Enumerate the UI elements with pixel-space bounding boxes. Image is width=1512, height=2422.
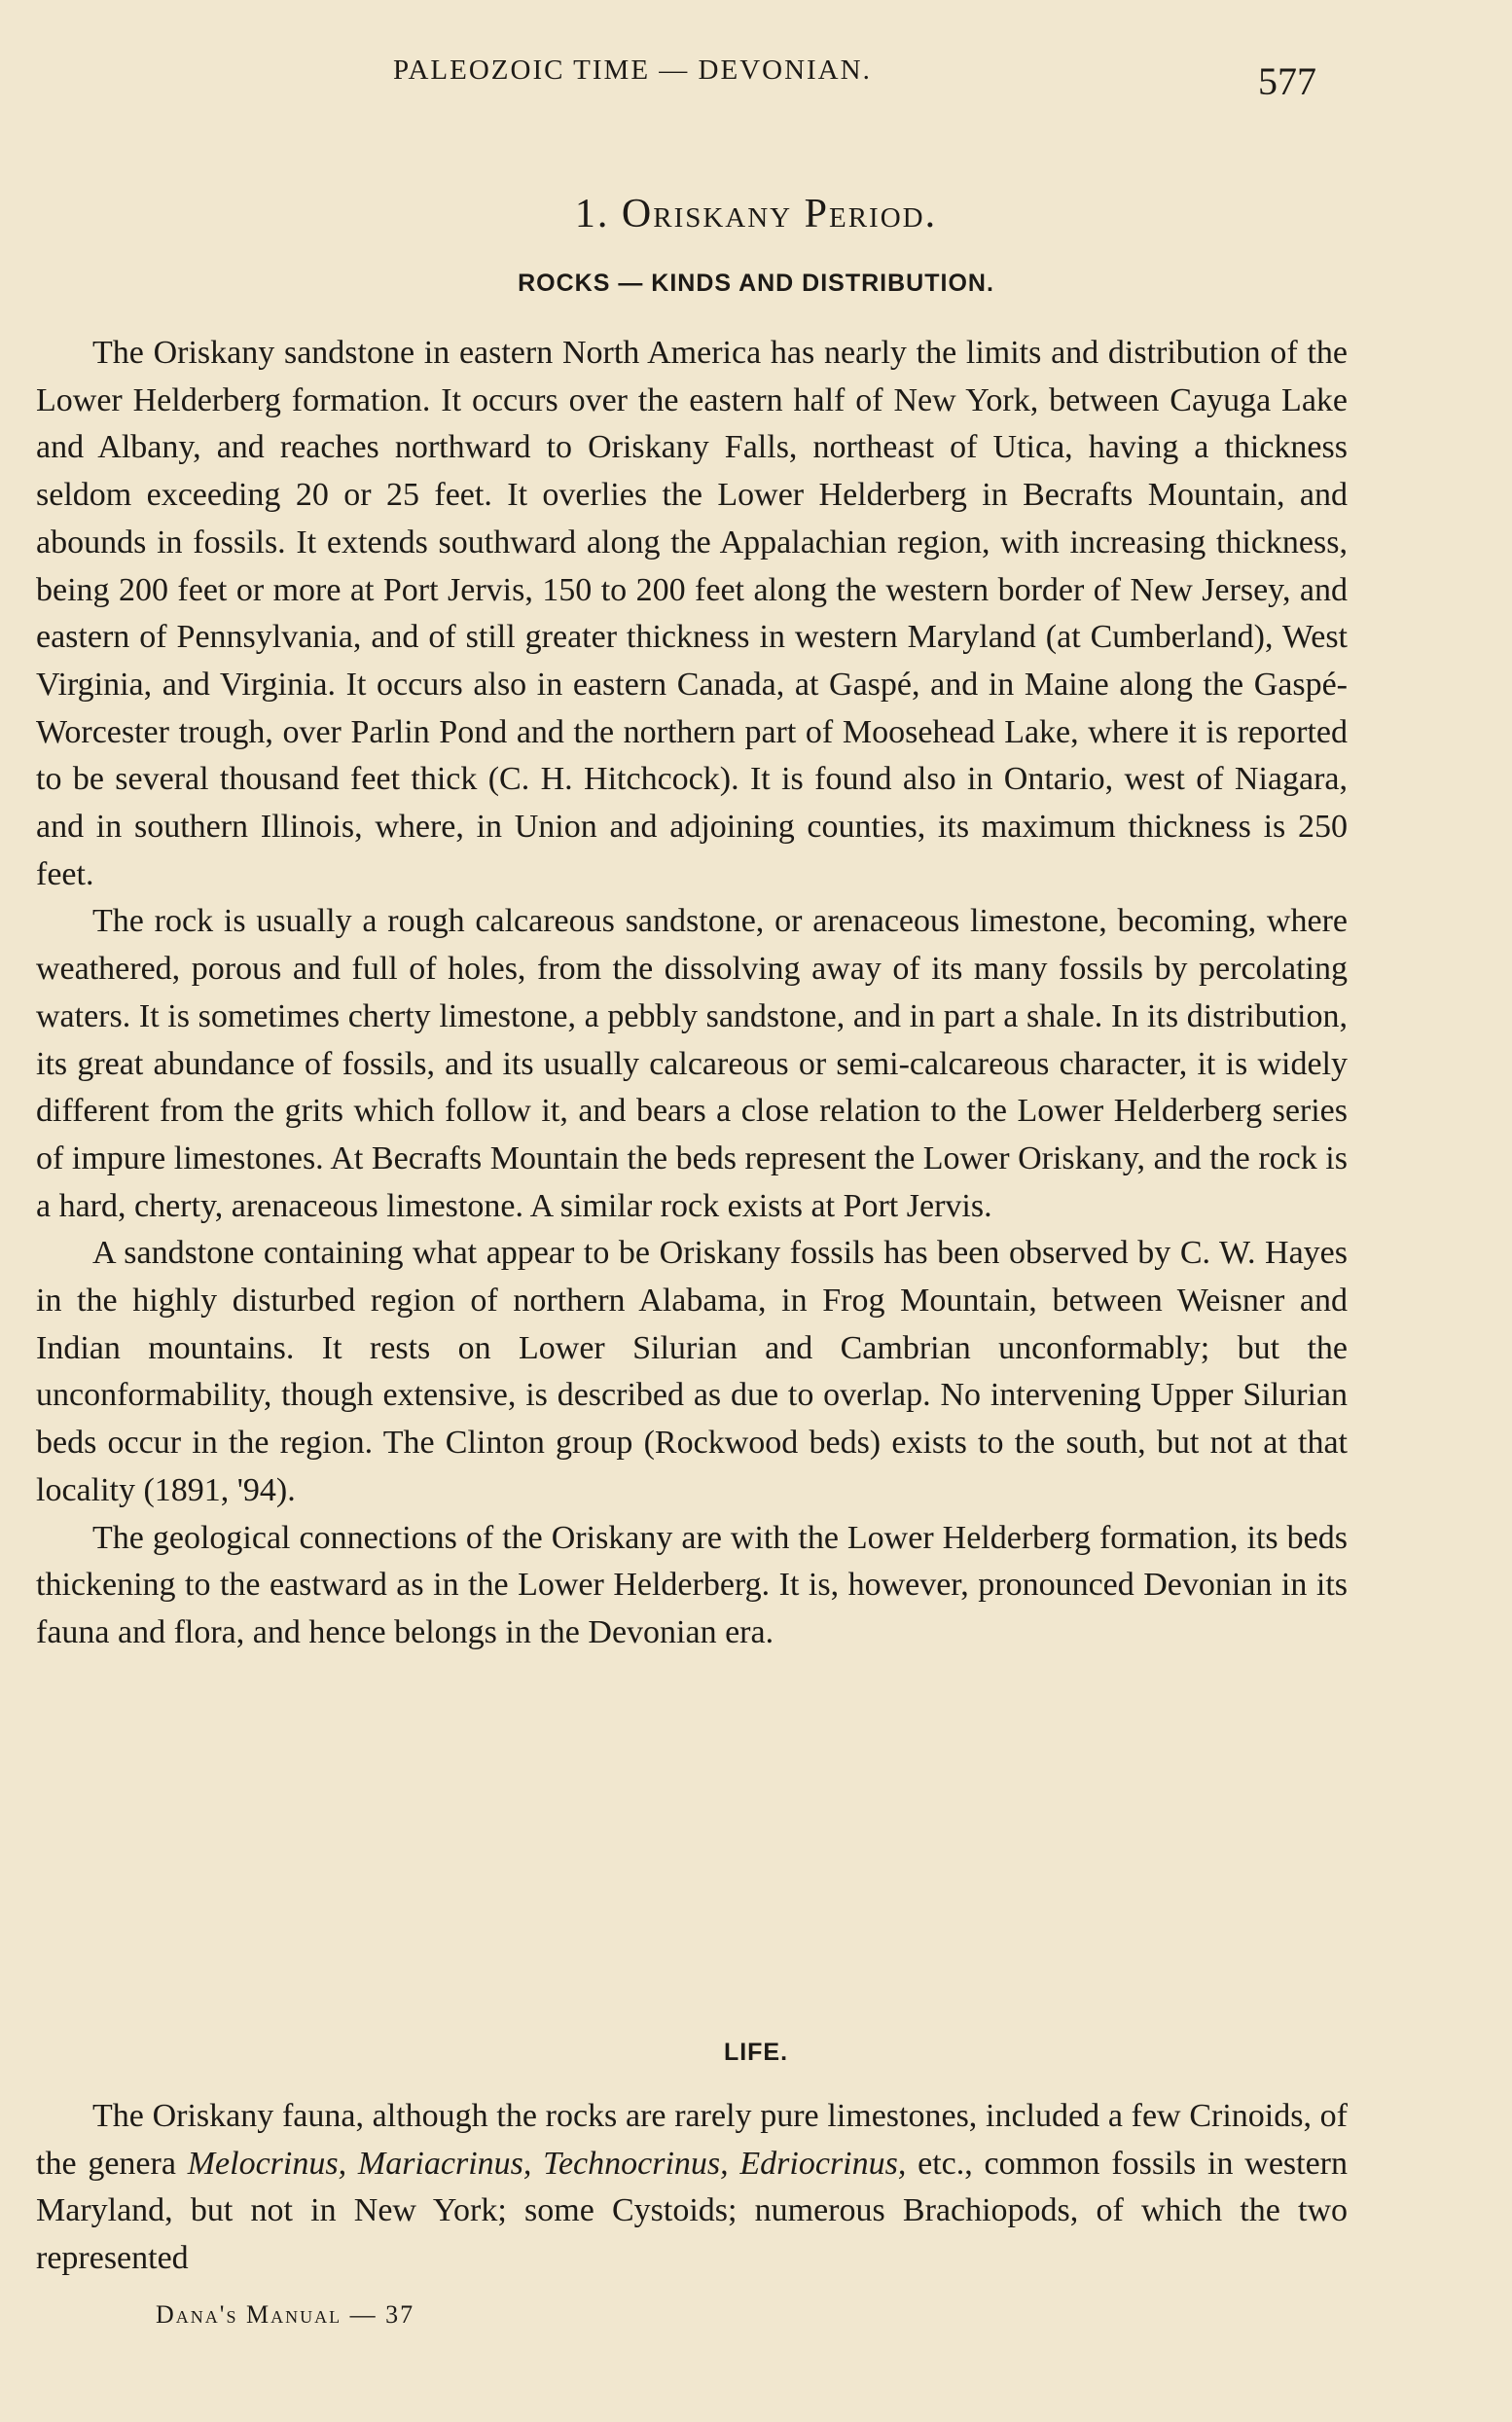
paragraph-connections: The geological connections of the Oriskany are with the Lower Helderberg formation, its beds thickening to the eastward as in the Lower Helderberg. It is, however, pronounced Devonian in its fauna and flora, and hence belongs in the Devonian era.: [36, 1519, 1348, 1650]
paragraph-distribution: The Oriskany sandstone in eastern North America has nearly the limits and distribution of the Lower Helderberg formation. It occurs over the eastern half of New York, between Cayuga Lake and Albany, and reaches northward to Oriskany Falls, northeast of Utica, having a thickness seldom exceeding 20 or 25 feet. It overlies the Lower Helderberg in Becrafts Mountain, and abounds in fossils. It extends southward along the Appalachian region, with increasing thickness, being 200 feet or more at Port Jervis, 150 to 200 feet along the western border of New Jersey, and eastern of Pennsylvania, and of still greater thickness in western Maryland (at Cumberland), West Virginia, and Virginia. It occurs also in eastern Canada, at Gaspé, and in Maine along the Gaspé-Worcester trough, over Parlin Pond and the northern part of Moosehead Lake, where it is reported to be several thousand feet thick (C. H. Hitchcock). It is found also in Ontario, west of Niagara, and in southern Illinois, where, in Union and adjoining counties, its maximum thickness is 250 feet.: [36, 335, 1348, 892]
life-section: [36, 2093, 1348, 2283]
paragraph-life: [36, 2093, 1348, 2283]
paragraph-alabama: A sandstone containing what appear to be Oriskany fossils has been observed by C. W. Hayes in the highly disturbed region of northern Alabama, in Frog Mountain, between Weisner and Indian mountains. It rests on Lower Silurian and Cambrian unconformably; but the unconformability, though extensive, is described as due to overlap. No intervening Upper Silurian beds occur in the region. The Clinton group (Rockwood beds) exists to the south, but not at that locality (1891, '94).: [36, 1235, 1348, 1508]
section-title: 1. Oriskany Period.: [574, 192, 938, 236]
signature-footer: Dana's Manual — 37: [156, 2300, 415, 2329]
page-number: 577: [1258, 59, 1316, 103]
crinoid-genera: Melocrinus, Mariacrinus, Technocrinus, Edriocrinus,: [187, 2145, 907, 2182]
rocks-section: [36, 330, 1348, 1657]
life-text-part1: The Oriskany fauna, although the rocks are rarely pure limestones, included a few Crinoids, of the genera: [36, 2098, 1348, 2182]
paragraph-rock-character: The rock is usually a rough calcareous sandstone, or arenaceous limestone, becoming, where weathered, porous and full of holes, from the dissolving away of its many fossils by percolating waters. It is sometimes cherty limestone, a pebbly sandstone, and in part a shale. In its distribution, its great abundance of fossils, and its usually calcareous or semi-calcareous character, it is widely different from the grits which follow it, and bears a close relation to the Lower Helderberg series of impure limestones. At Becrafts Mountain the beds represent the Lower Oriskany, and the rock is a hard, cherty, arenaceous limestone. A similar rock exists at Port Jervis.: [36, 903, 1348, 1224]
running-head: PALEOZOIC TIME — DEVONIAN.: [393, 54, 872, 86]
rocks-heading: ROCKS — KINDS AND DISTRIBUTION.: [518, 270, 994, 297]
life-heading: LIFE.: [723, 2039, 789, 2066]
life-text-part2: etc., common fossils in western Maryland, but not in New York; some Cystoids; numerous Brachiopods, of which the two represented: [36, 2145, 1348, 2277]
